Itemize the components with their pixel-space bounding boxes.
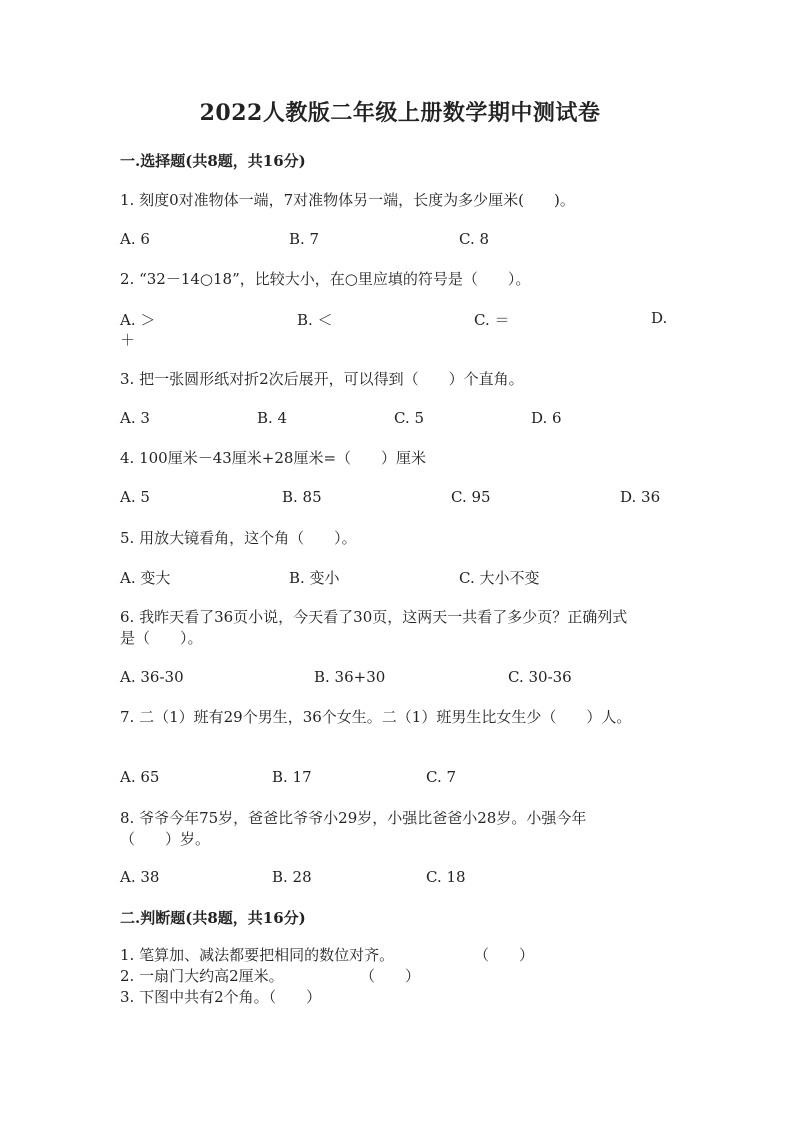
section-heading-choice: 一.选择题(共8题，共16分) — [120, 152, 306, 170]
q5-option-b[interactable]: B. 变小 — [289, 569, 340, 587]
q4-option-b[interactable]: B. 85 — [282, 488, 322, 506]
q2-option-d-symbol: ＋ — [120, 331, 136, 349]
question-8-stem-line-2: （ ）岁。 — [120, 830, 211, 848]
q2-option-b[interactable]: B. ＜ — [297, 311, 333, 329]
section-heading-judge: 二.判断题(共8题，共16分) — [120, 909, 306, 927]
q2-option-c[interactable]: C. ＝ — [474, 311, 510, 329]
judge-question-1-blank[interactable]: （ ） — [474, 946, 535, 964]
judge-question-3-stem: 3. 下图中共有2个角。（ ） — [120, 988, 322, 1006]
q4-option-a[interactable]: A. 5 — [120, 488, 150, 506]
q4-option-c[interactable]: C. 95 — [451, 488, 491, 506]
q1-option-b[interactable]: B. 7 — [289, 230, 320, 248]
question-8-stem-line-1: 8. 爷爷今年75岁，爸爸比爷爷小29岁，小强比爸爸小28岁。小强今年 — [120, 809, 587, 827]
q3-option-a[interactable]: A. 3 — [120, 409, 150, 427]
q6-option-a[interactable]: A. 36-30 — [120, 668, 184, 686]
judge-question-1-stem: 1. 笔算加、减法都要把相同的数位对齐。 — [120, 946, 395, 964]
q2-option-d[interactable]: D. — [651, 309, 668, 327]
page-title: 2022人教版二年级上册数学期中测试卷 — [199, 100, 601, 126]
q1-option-c[interactable]: C. 8 — [459, 230, 490, 248]
q4-option-d[interactable]: D. 36 — [620, 488, 661, 506]
q2-option-a[interactable]: A. ＞ — [120, 311, 156, 329]
q6-option-c[interactable]: C. 30-36 — [508, 668, 572, 686]
q7-option-a[interactable]: A. 65 — [120, 768, 160, 786]
q5-option-c[interactable]: C. 大小不变 — [459, 569, 540, 587]
question-5-stem: 5. 用放大镜看角，这个角（ ）。 — [120, 529, 357, 547]
question-1-stem: 1. 刻度0对准物体一端，7对准物体另一端，长度为多少厘米( )。 — [120, 191, 575, 209]
judge-question-2-stem: 2. 一扇门大约高2厘米。 — [120, 967, 284, 985]
q3-option-d[interactable]: D. 6 — [531, 409, 562, 427]
q8-option-a[interactable]: A. 38 — [120, 868, 160, 886]
question-3-stem: 3. 把一张圆形纸对折2次后展开，可以得到（ ）个直角。 — [120, 370, 524, 388]
q7-option-c[interactable]: C. 7 — [426, 768, 457, 786]
q5-option-a[interactable]: A. 变大 — [120, 569, 171, 587]
question-7-stem: 7. 二（1）班有29个男生，36个女生。二（1）班男生比女生少（ ）人。 — [120, 708, 632, 726]
question-4-stem: 4. 100厘米－43厘米+28厘米=（ ）厘米 — [120, 449, 427, 467]
judge-question-2-blank[interactable]: （ ） — [360, 967, 421, 985]
q7-option-b[interactable]: B. 17 — [272, 768, 312, 786]
q8-option-b[interactable]: B. 28 — [272, 868, 312, 886]
q8-option-c[interactable]: C. 18 — [426, 868, 466, 886]
q3-option-b[interactable]: B. 4 — [257, 409, 288, 427]
question-6-stem-line-1: 6. 我昨天看了36页小说，今天看了30页，这两天一共看了多少页？正确列式 — [120, 608, 628, 626]
q1-option-a[interactable]: A. 6 — [120, 230, 150, 248]
question-6-stem-line-2: 是（ ）。 — [120, 629, 203, 647]
q6-option-b[interactable]: B. 36+30 — [314, 668, 386, 686]
question-2-stem: 2. “32－14○18”，比较大小，在○里应填的符号是（ ）。 — [120, 270, 531, 288]
q3-option-c[interactable]: C. 5 — [394, 409, 425, 427]
